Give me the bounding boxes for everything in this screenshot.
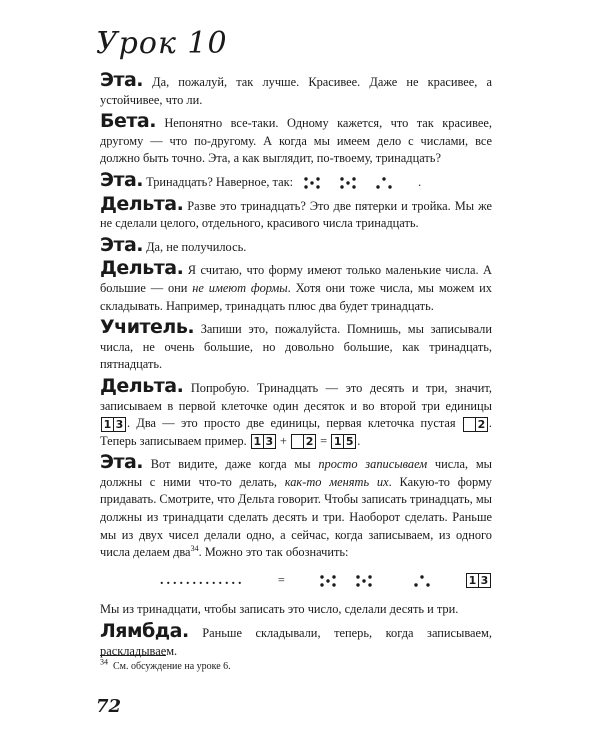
dot xyxy=(321,583,324,586)
paragraph-text: . Какую-то форму придавать. Смотрите, что Дельта говорит. Чтобы записать тринадцать, мы должны из тринадцати сделать десять и три. Наоборот сделать. Раньше мы из двух чисел делали одно, а сейчас, когда записываем, из одного числа делаем два xyxy=(100,474,492,560)
lesson-title: Урок 10 xyxy=(96,26,228,61)
dot-pattern-three xyxy=(412,573,432,589)
plus-sign: + xyxy=(279,433,287,448)
digit-cells-thirteen-formula xyxy=(466,573,491,588)
dot xyxy=(321,575,324,578)
dot xyxy=(304,177,307,180)
italic-phrase: не имеют формы xyxy=(192,280,288,295)
footnote-divider xyxy=(100,655,166,656)
dot xyxy=(369,575,372,578)
dot xyxy=(369,583,372,586)
paragraph-3 xyxy=(100,168,492,192)
units-cell: 3 xyxy=(478,574,490,587)
dot xyxy=(310,181,313,184)
paragraph-6 xyxy=(100,257,492,315)
tens-cell: 1 xyxy=(253,435,262,449)
dot xyxy=(357,583,360,586)
dot xyxy=(376,185,379,188)
paragraph-10 xyxy=(100,601,492,619)
dot xyxy=(420,575,423,578)
dot xyxy=(340,185,343,188)
paragraph-4 xyxy=(100,192,492,233)
paragraph-text: . Два — это просто две единицы, первая клеточка пустая xyxy=(127,416,462,431)
speaker-name: Дельта. xyxy=(100,257,184,280)
paragraph-text: Запиши это, пожалуйста. Помнишь, мы записывали числа, не очень большие, но довольно большие, как тринадцать, пятнадцать. xyxy=(100,322,492,372)
paragraph-text: Попробую. Тринадцать — это десять и три, значит, записываем в первой клеточке один десяток и во второй три единицы xyxy=(100,380,492,413)
digit-cells-two xyxy=(463,417,488,432)
speaker-name: Эта. xyxy=(100,451,143,474)
speaker-name: Эта. xyxy=(100,69,143,91)
units-cell: 5 xyxy=(343,435,355,448)
dot xyxy=(333,575,336,578)
dot xyxy=(316,185,319,188)
dot xyxy=(352,185,355,188)
dialogue-body xyxy=(100,69,492,664)
paragraph-text: . Хотя они тоже числа, мы можем их складывать. Например, тринадцать плюс два будет тринадцать. xyxy=(100,280,492,313)
speaker-name: Эта. xyxy=(100,233,143,256)
speaker-name: Дельта. xyxy=(100,374,184,397)
dot xyxy=(316,177,319,180)
dot xyxy=(346,181,349,184)
paragraph-8: Дельта. Попробую. Тринадцать — это десять и три, значит, записываем в первой клеточке один десяток и во второй три единицы 1 3 . Два — это просто две единицы, первая клеточка пустая 2 . Теперь записываем пример. 1 3 + 2 = 1 5 . xyxy=(100,374,492,449)
units-cell: 3 xyxy=(113,418,125,431)
dot xyxy=(357,575,360,578)
paragraph-7 xyxy=(100,316,492,374)
dot xyxy=(333,583,336,586)
dot xyxy=(363,579,366,582)
speaker-name: Эта. xyxy=(100,168,143,191)
speaker-name: Дельта. xyxy=(100,192,184,215)
paragraph-text: Вот видите, даже когда мы xyxy=(143,457,319,472)
paragraph-text: . Можно это так обозначить: xyxy=(198,545,349,560)
dot xyxy=(388,185,391,188)
dot xyxy=(340,177,343,180)
footnote-text: См. обсуждение на уроке 6. xyxy=(113,661,231,672)
footnote-number: 34 xyxy=(100,657,108,667)
dot-pattern-ten xyxy=(318,573,378,589)
paragraph-text: Да, пожалуй, так лучше. Красивее. Даже не красивее, а устойчивее, что ли. xyxy=(100,75,492,107)
dot-row: ............. xyxy=(160,572,245,588)
paragraph-text: Разве это тринадцать? Это две пятерки и тройка. Мы же не сделали целого, отдельного, красивого числа тринадцать. xyxy=(100,198,492,231)
dot xyxy=(414,583,417,586)
paragraph-text: Я считаю, что форму имеют только маленькие числа. А большие — они xyxy=(100,263,492,295)
speaker-name: Учитель. xyxy=(100,316,195,339)
dot xyxy=(352,177,355,180)
units-cell: 2 xyxy=(303,435,315,448)
units-cell: 2 xyxy=(475,418,487,431)
digit-cells-two-example xyxy=(291,434,316,449)
equals-sign: = xyxy=(277,572,285,587)
digit-cells-fifteen xyxy=(331,434,356,449)
tens-cell: 1 xyxy=(468,574,477,588)
digit-cells-thirteen-example xyxy=(251,434,276,449)
tens-cell: 1 xyxy=(333,435,342,449)
tens-cell: 1 xyxy=(103,417,112,431)
paragraph-text: Тринадцать? Наверное, так: xyxy=(143,174,294,189)
page-number: 72 xyxy=(96,696,122,717)
digit-cells-thirteen xyxy=(101,417,126,432)
dot xyxy=(304,185,307,188)
paragraph-2 xyxy=(100,110,492,168)
paragraph-text: Раньше складывали, теперь, когда записываем, раскладываем. xyxy=(100,626,492,658)
units-cell: 3 xyxy=(263,435,275,448)
footnote-reference[interactable]: 34 xyxy=(190,544,199,554)
paragraph-text: . Теперь записываем пример. xyxy=(100,416,492,448)
dot xyxy=(382,177,385,180)
paragraph-9 xyxy=(100,451,492,562)
dot xyxy=(426,583,429,586)
equals-sign: = xyxy=(320,433,328,448)
speaker-name: Бета. xyxy=(100,110,156,133)
dot-pattern-thirteen xyxy=(302,175,412,191)
dot xyxy=(327,579,330,582)
paragraph-5 xyxy=(100,233,492,257)
italic-phrase: просто записываем xyxy=(318,457,428,472)
speaker-name: Лямбда. xyxy=(100,620,189,643)
paragraph-text: числа, мы должны с ними что-то делать, xyxy=(100,457,492,489)
period: . xyxy=(418,174,422,189)
paragraph-1 xyxy=(100,69,492,109)
paragraph-text: Непонятно все-таки. Одному кажется, что так красивее, другому — что по-другому. А когда мы имеем дело с числами, все должно быть точно. Эта, а как выглядит, по-твоему, тринадцать? xyxy=(100,116,492,166)
paragraph-text: Да, не получилось. xyxy=(143,239,247,254)
paragraph-text: Мы из тринадцати, чтобы записать это число, сделали десять и три. xyxy=(100,602,459,617)
footnote xyxy=(100,657,231,672)
formula-line xyxy=(100,572,492,590)
italic-phrase: как-то менять их xyxy=(284,474,389,489)
